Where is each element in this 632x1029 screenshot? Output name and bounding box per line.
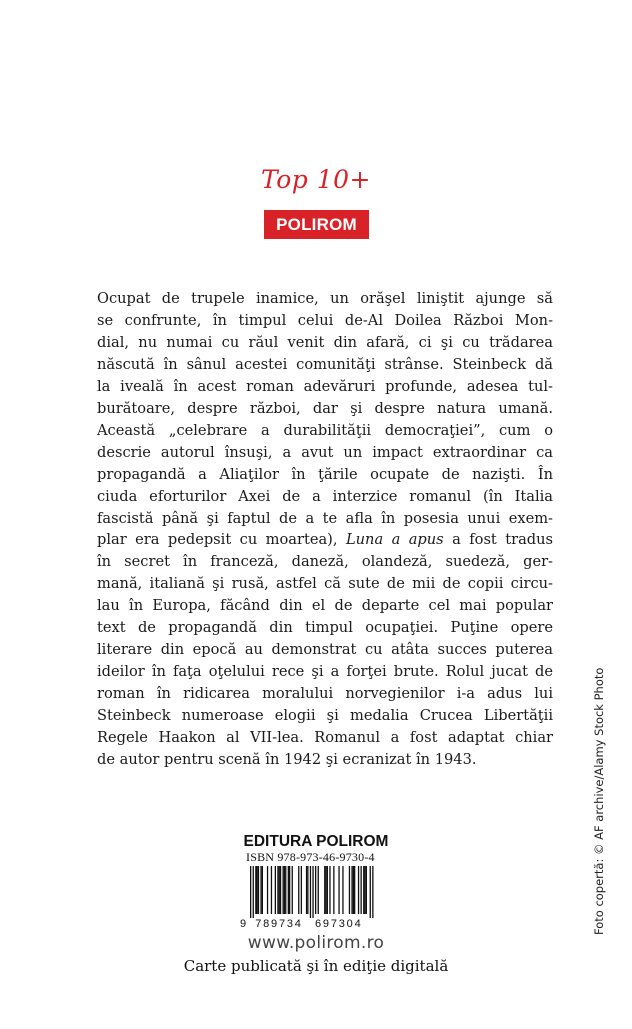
blurb-text: Regele Haakon al VII-lea. Romanul a fost adaptat chiar xyxy=(97,729,553,747)
book-blurb xyxy=(97,288,553,771)
barcode-bar xyxy=(280,866,281,914)
blurb-line xyxy=(97,727,553,749)
photo-credit: Foto copertă: © AF archive/Alamy Stock Photo xyxy=(592,667,606,935)
blurb-line xyxy=(97,288,553,310)
barcode-bar xyxy=(354,866,355,914)
blurb-line xyxy=(97,332,553,354)
blurb-line xyxy=(97,486,553,508)
blurb-text: ideilor în faţa oţelului rece şi a forţei brute. Rolul jucat de xyxy=(97,663,553,681)
website-link[interactable]: www.polirom.ro xyxy=(247,933,385,953)
barcode-bar xyxy=(361,866,362,914)
blurb-line xyxy=(97,639,553,661)
barcode-bar xyxy=(277,866,278,914)
blurb-line xyxy=(97,420,553,442)
blurb-text: text de propagandă din timpul ocupaţiei. Puţine opere xyxy=(97,619,553,637)
barcode-bar xyxy=(318,866,319,914)
blurb-text: dial, nu numai cu răul venit din afară, ci şi cu trădarea xyxy=(97,333,553,351)
blurb-line xyxy=(97,398,553,420)
barcode-bar xyxy=(255,866,256,914)
barcode-bar xyxy=(288,866,289,914)
barcode-bar xyxy=(333,866,334,914)
barcode-bar xyxy=(363,866,364,914)
barcode-bar xyxy=(292,866,293,914)
polirom-logo: POLIROM xyxy=(264,210,369,239)
blurb-text: fascistă până şi faptul de a te afla în posesia unui exem- xyxy=(97,509,553,527)
barcode-bar xyxy=(353,866,354,914)
barcode-bar xyxy=(289,866,290,914)
blurb-line xyxy=(97,595,553,617)
blurb-line xyxy=(97,376,553,398)
blurb-text: Ocupat de trupele inamice, un orăşel liniştit ajunge să xyxy=(97,290,553,307)
barcode-bar xyxy=(315,866,316,914)
barcode-bar xyxy=(253,866,254,918)
barcode-bar xyxy=(338,866,339,914)
barcode-bar xyxy=(364,866,365,914)
barcode-bar xyxy=(327,866,328,914)
barcode-bar xyxy=(358,866,359,914)
barcode-digits: 789734 xyxy=(255,918,303,930)
isbn: ISBN 978-973-46-9730-4 xyxy=(246,850,375,864)
blurb-text: Steinbeck numeroase elogii şi medalia Crucea Libertăţii xyxy=(97,707,553,725)
barcode-bar xyxy=(283,866,284,914)
book-title: Luna a apus xyxy=(345,531,444,549)
barcode-bar xyxy=(275,866,276,914)
top-10-plus-logo: Top 10+ xyxy=(261,165,371,194)
blurb-text: la iveală în acest roman adevăruri profunde, adesea tul- xyxy=(97,377,553,395)
blurb-text: propagandă a Aliaţilor în ţările ocupate de nazişti. În xyxy=(97,465,553,483)
barcode-bar xyxy=(257,866,258,914)
barcode-bar xyxy=(342,866,343,914)
blurb-line xyxy=(97,573,553,595)
blurb-line xyxy=(97,310,553,332)
blurb-text: plar era pedepsit cu moartea), xyxy=(97,531,338,549)
barcode-digits: 9 xyxy=(240,918,248,930)
blurb-text: a fost tradus xyxy=(452,531,554,549)
blurb-line xyxy=(97,354,553,376)
barcode-bar xyxy=(262,866,263,914)
barcode-bar xyxy=(351,866,352,914)
barcode-bar xyxy=(366,866,367,914)
barcode-bar xyxy=(260,866,261,914)
barcode-bar xyxy=(312,866,313,918)
blurb-line xyxy=(97,529,553,551)
publisher-name: EDITURA POLIROM xyxy=(243,833,389,850)
blurb-text: se confrunte, în timpul celui de-Al Doilea Război Mon- xyxy=(97,311,553,329)
barcode-bar xyxy=(250,866,251,918)
blurb-text: descrie autorul însuşi, a avut un impact extraordinar ca xyxy=(97,443,553,461)
barcode-bar xyxy=(325,866,326,914)
blurb-line xyxy=(97,661,553,683)
barcode-bar xyxy=(271,866,272,914)
blurb-text: ciuda eforturilor Axei de a interzice romanul (în Italia xyxy=(97,487,553,505)
blurb-text: mană, italiană şi rusă, astfel că sute de mii de copii circu- xyxy=(97,575,553,593)
barcode-bar xyxy=(349,866,350,914)
barcode-bar xyxy=(267,866,268,914)
barcode-digits: 697304 xyxy=(315,918,363,930)
blurb-text: Această „celebrare a durabilităţii democraţiei”, cum o xyxy=(97,421,553,439)
blurb-line xyxy=(97,617,553,639)
blurb-line xyxy=(97,705,553,727)
blurb-text: născută în sânul acestei comunităţi strânse. Steinbeck dă xyxy=(97,355,553,373)
blurb-text: lau în Europa, făcând din el de departe cel mai popular xyxy=(97,597,553,615)
barcode-bar xyxy=(258,866,259,914)
blurb-text: de autor pentru scenă în 1942 şi ecranizat în 1943. xyxy=(97,751,477,769)
barcode-bar xyxy=(306,866,307,914)
blurb-text: roman în ridicarea moralului norvegienilor i-a adus lui xyxy=(97,685,553,703)
barcode-bar xyxy=(298,866,299,914)
blurb-line xyxy=(97,749,553,771)
blurb-text: în secret în franceză, daneză, olandeză, suedeză, ger- xyxy=(97,553,553,571)
blurb-line xyxy=(97,683,553,705)
barcode-bar xyxy=(307,866,308,914)
barcode-bar xyxy=(285,866,286,914)
blurb-line xyxy=(97,551,553,573)
blurb-line xyxy=(97,508,553,530)
barcode-bar xyxy=(372,866,373,918)
barcode-bar xyxy=(310,866,311,918)
barcode-bar xyxy=(284,866,285,914)
barcode-bar xyxy=(370,866,371,918)
barcode-bar xyxy=(279,866,280,914)
blurb-line xyxy=(97,464,553,486)
barcode-bar xyxy=(324,866,325,914)
digital-edition-note: Carte publicată şi în ediţie digitală xyxy=(183,957,449,975)
blurb-text: burătoare, despre război, dar şi despre natura umană. xyxy=(97,399,553,417)
barcode xyxy=(240,866,380,930)
barcode-bar xyxy=(301,866,302,914)
blurb-line xyxy=(97,442,553,464)
blurb-text: literare din epocă au demonstrat cu atâta succes puterea xyxy=(97,641,553,659)
barcode-bar xyxy=(329,866,330,914)
